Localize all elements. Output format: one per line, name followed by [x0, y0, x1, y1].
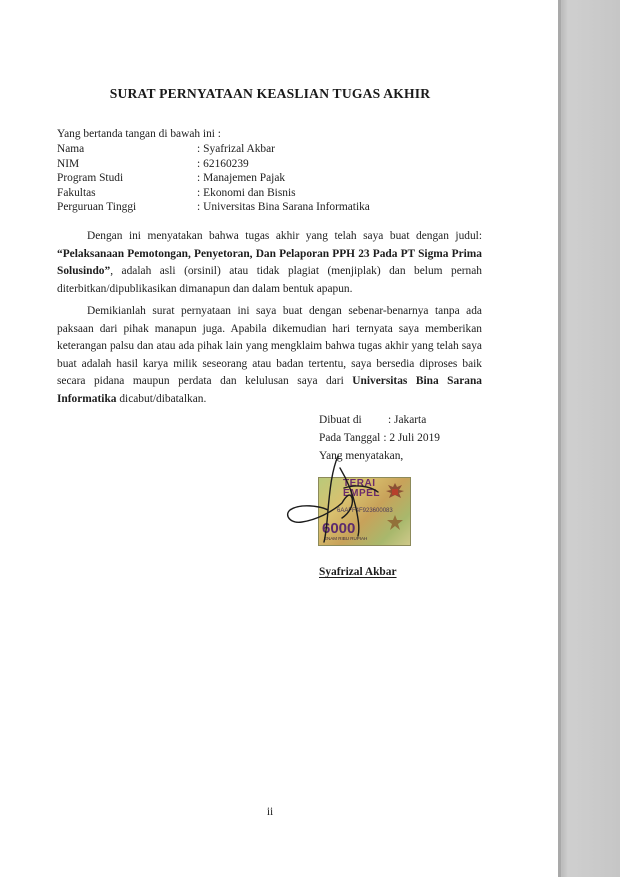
identity-separator: : [197, 157, 201, 170]
page-number: ii [266, 806, 274, 818]
paragraph-text: dicabut/dibatalkan. [116, 392, 207, 405]
identity-separator: : [197, 186, 201, 199]
place-value: : Jakarta [388, 414, 427, 426]
paragraph-text: , adalah asli (orsinil) atau tidak plagiat (menjiplak) dan belum pernah diterbitkan/dipublikasikan dimanapun dan dalam bentuk apapun. [57, 265, 482, 295]
identity-value: 62160239 [203, 157, 249, 170]
identity-row [57, 200, 370, 215]
stamp-header: TERAI EMPEL [343, 478, 380, 499]
handwritten-signature [280, 448, 400, 548]
identity-separator: : [197, 201, 201, 213]
place-label: Dibuat di [319, 414, 362, 426]
stamp-value: 6000 [322, 520, 356, 537]
thesis-title: “Pelaksanaan Pemotongan, Penyetoran, Dan Pelaporan PPH 23 Pada PT Sigma Prima Solusindo” [57, 247, 482, 278]
signer-name: Syafrizal Akbar [319, 566, 397, 578]
identity-label: NIM [57, 157, 80, 170]
scan-edge [558, 0, 620, 877]
identity-value: Manajemen Pajak [203, 172, 286, 184]
place-row [319, 412, 440, 430]
identity-label: Perguruan Tinggi [57, 201, 137, 213]
identity-value: Ekonomi dan Bisnis [203, 186, 296, 199]
paragraph-text: Dengan ini menyatakan bahwa tugas akhir yang telah saya buat dengan judul: [87, 230, 482, 242]
date-row [319, 430, 440, 448]
stamp-value-words: ENAM RIBU RUPIAH [324, 536, 368, 541]
identity-label: Program Studi [57, 172, 124, 184]
declaration-paragraph [57, 228, 482, 298]
date-label: Pada Tanggal [319, 431, 381, 444]
intro-text: Yang bertanda tangan di bawah ini : [57, 128, 221, 140]
identity-table [57, 142, 370, 215]
identity-separator: : [197, 143, 201, 155]
document-title: SURAT PERNYATAAN KEASLIAN TUGAS AKHIR [109, 86, 431, 101]
identity-row [57, 157, 370, 172]
university-name: Universitas Bina Sarana Informatika [57, 375, 482, 405]
closing-paragraph [57, 303, 482, 409]
identity-row [57, 171, 370, 186]
identity-separator: : [197, 172, 201, 184]
identity-value: Syafrizal Akbar [203, 143, 275, 155]
closing-text: Yang menyatakan, [319, 449, 404, 462]
identity-label: Fakultas [57, 186, 96, 199]
date-value: : 2 Juli 2019 [383, 431, 440, 444]
identity-row [57, 186, 370, 201]
identity-value: Universitas Bina Sarana Informatika [203, 201, 370, 213]
identity-row [57, 142, 370, 157]
identity-label: Nama [57, 143, 85, 155]
stamp-serial: 6AAFF4F923600083 [337, 508, 393, 514]
paragraph-text: Demikianlah surat pernyataan ini saya buat dengan sebenar-benarnya tanpa ada paksaan dari pihak manapun juga. Apabila dikemudian hari ternyata saya memberikan keterangan palsu dan atau ada pihak lain yang mengklaim bahwa tugas akhir yang telah saya buat adalah hasil karya milik seseorang atau badan tertentu, saya bersedia diproses baik secara pidana maupun perdata dan kelulusan saya dari [57, 305, 482, 388]
